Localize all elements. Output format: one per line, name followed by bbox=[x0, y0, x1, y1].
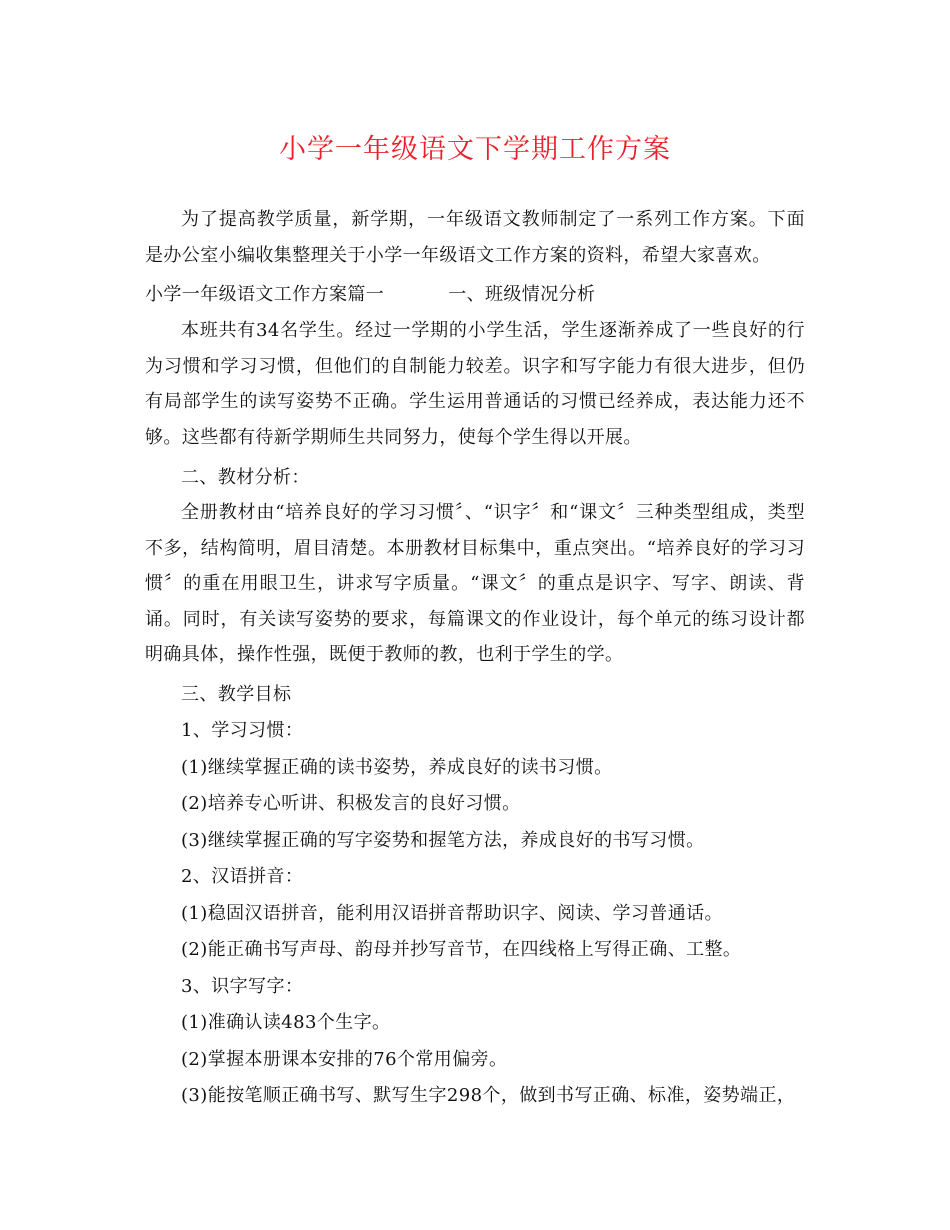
document-title: 小学一年级语文下学期工作方案 bbox=[279, 134, 671, 165]
list-item: (3)继续掌握正确的写字姿势和握笔方法，养成良好的书写习惯。 bbox=[181, 830, 705, 851]
goals-heading: 三、教学目标 bbox=[181, 684, 292, 705]
literacy-heading: 3、识字写字： bbox=[181, 976, 304, 997]
list-item: (1)继续掌握正确的读书姿势，养成良好的读书习惯。 bbox=[181, 757, 613, 778]
section-heading bbox=[145, 277, 825, 313]
habits-heading: 1、学习习惯： bbox=[181, 720, 304, 741]
intro-paragraph: 为了提高教学质量，新学期，一年级语文教师制定了一系列工作方案。下面是办公室小编收集整理关于小学一年级语文工作方案的资料，希望大家喜欢。 bbox=[145, 209, 805, 266]
section-heading-right: 一、班级情况分析 bbox=[448, 284, 596, 305]
pinyin-heading: 2、汉语拼音： bbox=[181, 866, 304, 887]
list-item: (2)掌握本册课本安排的76个常用偏旁。 bbox=[181, 1049, 508, 1070]
section-heading-left: 小学一年级语文工作方案篇一 bbox=[145, 284, 385, 305]
list-item: (2)培养专心听讲、积极发言的良好习惯。 bbox=[181, 793, 521, 814]
list-item: (3)能按笔顺正确书写、默写生字298个，做到书写正确、标准，姿势端正， bbox=[181, 1085, 796, 1106]
list-item: (1)稳固汉语拼音，能利用汉语拼音帮助识字、阅读、学习普通话。 bbox=[181, 903, 723, 924]
list-item: (1)准确认读483个生字。 bbox=[181, 1012, 391, 1033]
material-heading: 二、教材分析： bbox=[181, 467, 310, 488]
list-item: (2)能正确书写声母、韵母并抄写音节，在四线格上写得正确、工整。 bbox=[181, 939, 742, 960]
material-paragraph: 全册教材由“培养良好的学习习惯〞、“识字〞和“课文〞三种类型组成，类型不多，结构简明，眉目清楚。本册教材目标集中，重点突出。“培养良好的学习习惯〞的重在用眼卫生，讲求写字质量。“课文〞的重点是识字、写字、朗读、背诵。同时，有关读写姿势的要求，每篇课文的作业设计，每个单元的练习设计都明确具体，操作性强，既便于教师的教，也利于学生的学。 bbox=[145, 502, 805, 665]
class-analysis-paragraph: 本班共有34名学生。经过一学期的小学生活，学生逐渐养成了一些良好的行为习惯和学习习惯，但他们的自制能力较差。识字和写字能力有很大进步，但仍有局部学生的读写姿势不正确。学生运用普通话的习惯已经养成，表达能力还不够。这些都有待新学期师生共同努力，使每个学生得以开展。 bbox=[145, 320, 805, 448]
